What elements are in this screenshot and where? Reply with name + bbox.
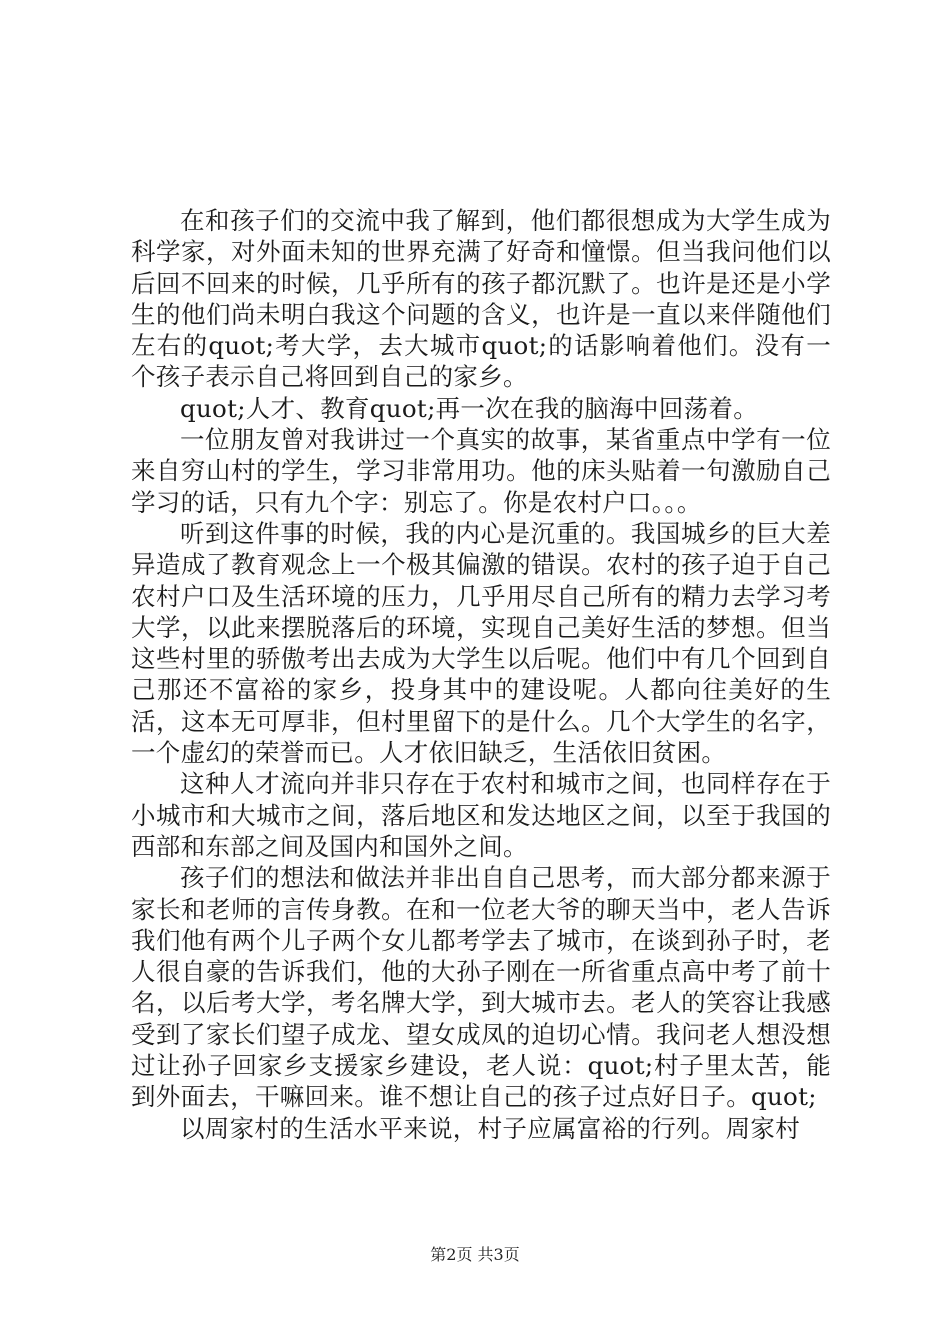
paragraph: 孩子们的想法和做法并非出自自己思考，而大部分都来源于家长和老师的言传身教。在和一位老大爷的聊天当中，老人告诉我们他有两个儿子两个女儿都考学去了城市，在谈到孙子时，老人很自豪的告诉我们，他的大孙子刚在一所省重点高中考了前十名，以后考大学，考名牌大学，到大城市去。老人的笑容让我感受到了家长们望子成龙、望女成凤的迫切心情。我问老人想没想过让孙子回家乡支援家乡建设，老人说：quot;村子里太苦，能到外面去，干嘛回来。谁不想让自己的孩子过点好日子。quot; [131, 863, 831, 1112]
paragraph: 一位朋友曾对我讲过一个真实的故事，某省重点中学有一位来自穷山村的学生，学习非常用功。他的床头贴着一句激励自己学习的话，只有九个字：别忘了。你是农村户口。。。 [131, 425, 831, 517]
paragraph: 听到这件事的时候，我的内心是沉重的。我国城乡的巨大差异造成了教育观念上一个极其偏激的错误。农村的孩子迫于自己农村户口及生活环境的压力，几乎用尽自己所有的精力去学习考大学，以此来摆脱落后的环境，实现自己美好生活的梦想。但当这些村里的骄傲考出去成为大学生以后呢。他们中有几个回到自己那还不富裕的家乡，投身其中的建设呢。人都向往美好的生活，这本无可厚非，但村里留下的是什么。几个大学生的名字，一个虚幻的荣誉而已。人才依旧缺乏，生活依旧贫困。 [131, 518, 831, 768]
page-number-footer: 第2页 共3页 [430, 1245, 520, 1264]
body-text [131, 205, 831, 1144]
paragraph: 这种人才流向并非只存在于农村和城市之间，也同样存在于小城市和大城市之间，落后地区和发达地区之间，以至于我国的西部和东部之间及国内和国外之间。 [131, 769, 831, 861]
paragraph: 在和孩子们的交流中我了解到，他们都很想成为大学生成为科学家，对外面未知的世界充满了好奇和憧憬。但当我问他们以后回不回来的时候，几乎所有的孩子都沉默了。也许是还是小学生的他们尚未明白我这个问题的含义，也许是一直以来伴随他们左右的quot;考大学，去大城市quot;的话影响着他们。没有一个孩子表示自己将回到自己的家乡。 [131, 206, 831, 392]
paragraph: quot;人才、教育quot;再一次在我的脑海中回荡着。 [180, 393, 759, 423]
paragraph: 以周家村的生活水平来说，村子应属富裕的行列。周家村 [180, 1113, 800, 1143]
